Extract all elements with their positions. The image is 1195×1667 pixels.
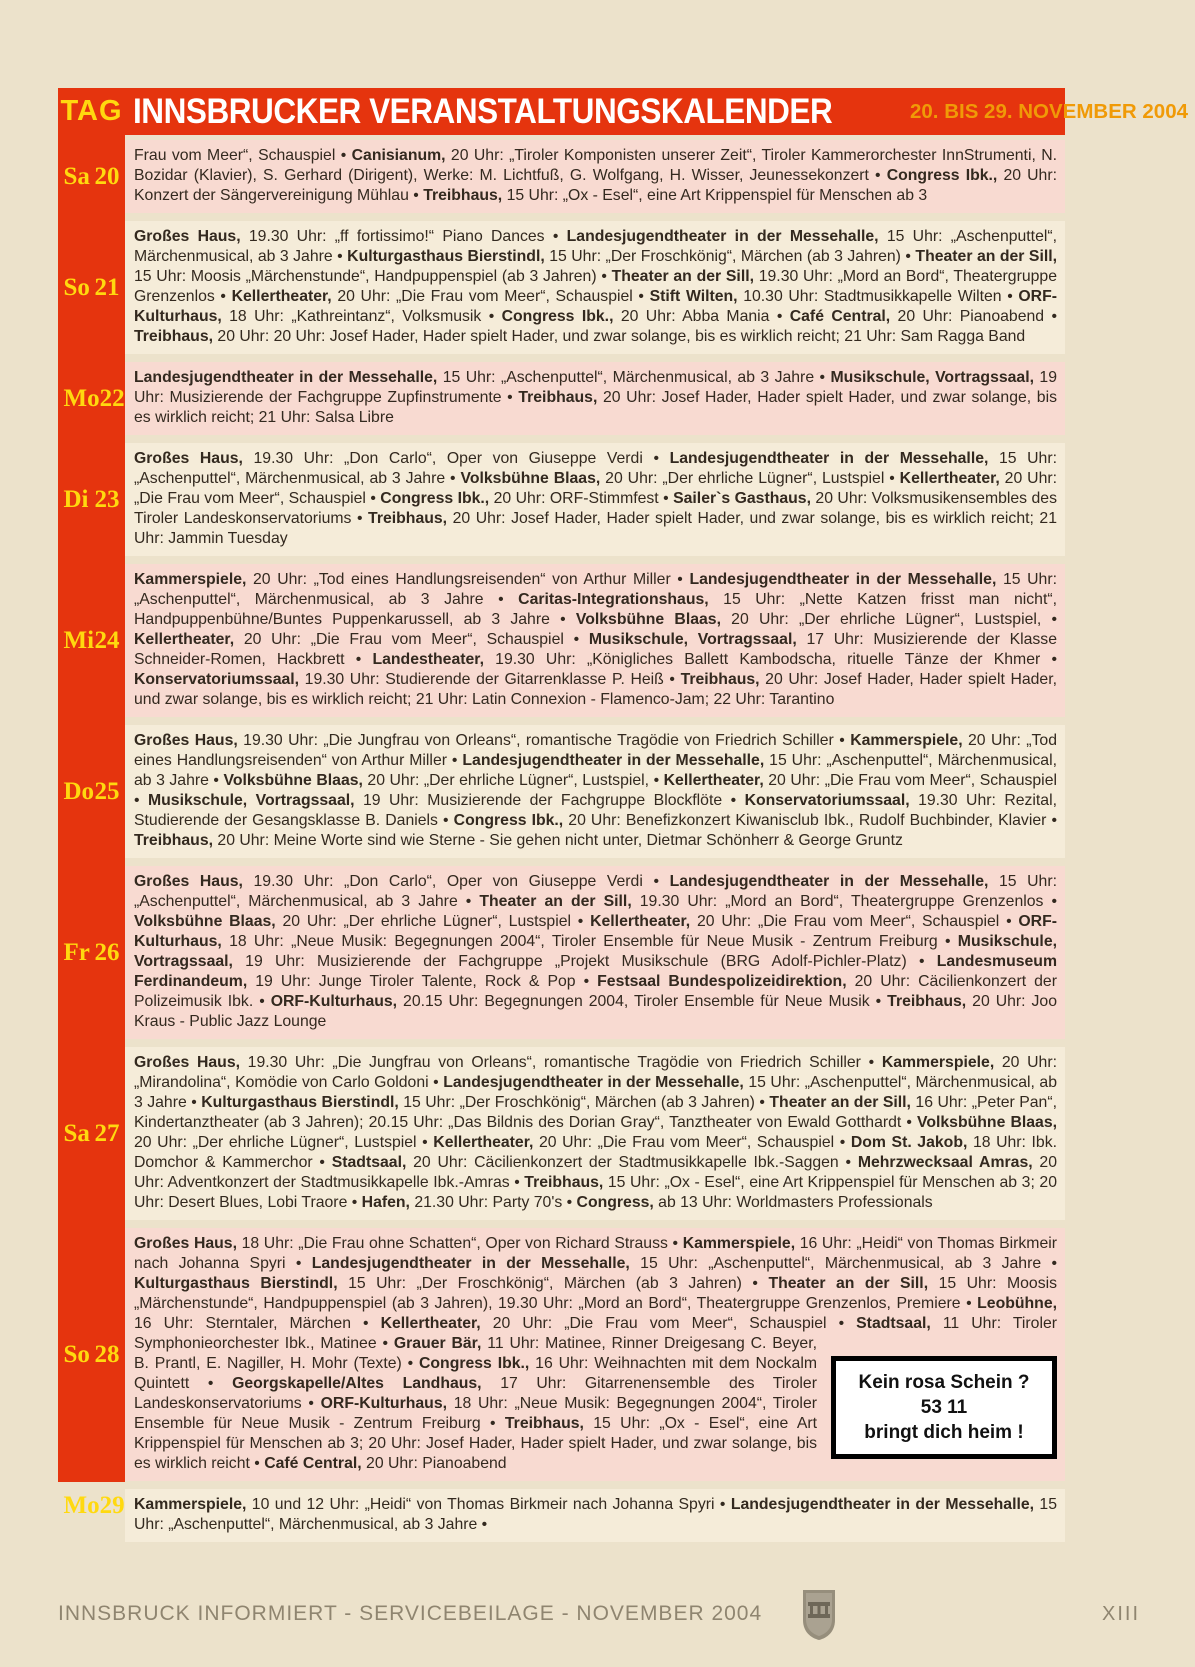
venue-name: Großes Haus, — [134, 1054, 240, 1071]
venue-name: Hafen, — [361, 1194, 410, 1211]
venue-name: Congress Ibk., — [418, 1355, 530, 1372]
venue-name: Volksbühne Blaas, — [575, 611, 721, 628]
venue-name: Treibhaus, — [887, 993, 967, 1010]
venue-name: Musikschule, Vortragssaal, — [830, 369, 1034, 386]
day-row-mo-29 — [58, 1489, 1065, 1542]
event-listing: Großes Haus, 19.30 Uhr: „Die Jungfrau von Orleans“, romantische Tragödie von Friedrich Schiller • Kammerspiele, 20 Uhr: „Mirandolina“, Komödie von Carlo Goldoni • Landesjugendtheater in der Messehalle, 15 Uhr: „Aschenputtel“, Märchenmusical, ab 3 Jahre • Kulturgasthaus Bierstindl, 15 Uhr: „Der Froschkönig“, Märchen (ab 3 Jahren) • Theater an der Sill, 16 Uhr: „Peter Pan“, Kindertanztheater (ab 3 Jahren); 20.15 Uhr: „Das Bildnis des Dorian Gray“, Tanztheater von Ewald Gotthardt • Volksbühne Blaas, 20 Uhr: „Der ehrliche Lügner“, Lustspiel • Kellertheater, 20 Uhr: „Die Frau vom Meer“, Schauspiel • Dom St. Jakob, 18 Uhr: Ibk. Domchor & Kammerchor • Stadtsaal, 20 Uhr: Cäcilienkonzert der Stadtmusikkapelle Ibk.-Saggen • Mehrzwecksaal Amras, 20 Uhr: Adventkonzert der Stadtmusikkapelle Ibk.-Amras • Treibhaus, 15 Uhr: „Ox - Esel“, eine Art Krippenspiel für Menschen ab 3; 20 Uhr: Desert Blues, Lobi Traore • Hafen, 21.30 Uhr: Party 70's • Congress, ab 13 Uhr: Worldmasters Professionals — [125, 1047, 1065, 1220]
venue-name: Volksbühne Blaas, — [917, 1114, 1057, 1131]
venue-name: Kammerspiele, — [134, 571, 247, 588]
venue-name: Landesmuseum Ferdinandeum, — [134, 953, 1057, 990]
venue-name: Großes Haus, — [134, 732, 238, 749]
venue-name: Volksbühne Blaas, — [460, 470, 601, 487]
venue-name: ORF-Kulturhaus, — [134, 913, 1057, 950]
venue-name: Konservatoriumssaal, — [134, 671, 300, 688]
weekday-abbrev: Do — [63, 778, 95, 805]
venue-name: Kammerspiele, — [134, 1496, 247, 1513]
venue-name: Treibhaus, — [423, 187, 503, 204]
venue-name: Landesjugendtheater in der Messehalle, — [443, 1074, 744, 1091]
weekday-abbrev: Mo — [63, 1492, 100, 1519]
venue-name: Stadtsaal, — [331, 1154, 407, 1171]
venue-name: Treibhaus, — [518, 389, 598, 406]
venue-name: Kammerspiele, — [850, 732, 963, 749]
venue-name: Theater an der Sill, — [611, 268, 754, 285]
day-row-sa-27 — [58, 1047, 1065, 1220]
venue-name: Congress, — [576, 1194, 654, 1211]
venue-name: Congress Ibk., — [380, 490, 490, 507]
venue-name: Landestheater, — [372, 651, 484, 668]
day-number: 21 — [94, 274, 120, 301]
venue-name: ORF-Kulturhaus, — [134, 288, 1057, 325]
event-calendar — [58, 140, 1065, 1550]
day-number: 29 — [99, 1492, 125, 1519]
notice-line: bringt dich heim ! — [864, 1422, 1024, 1443]
venue-name: Großes Haus, — [134, 1235, 237, 1252]
day-label — [58, 1047, 125, 1220]
venue-name: Congress Ibk., — [501, 308, 614, 325]
calendar-header — [58, 88, 1189, 135]
day-label — [58, 362, 125, 435]
weekday-abbrev: Mo — [63, 385, 100, 412]
day-row-so-28 — [58, 1228, 1065, 1481]
day-label — [58, 866, 125, 1039]
venue-name: Theater an der Sill, — [768, 1275, 929, 1292]
venue-name: Kulturgasthaus Bierstindl, — [134, 1275, 338, 1292]
venue-name: Treibhaus, — [524, 1174, 604, 1191]
venue-name: Kellertheater, — [433, 1134, 534, 1151]
venue-name: Dom St. Jakob, — [850, 1134, 968, 1151]
venue-name: Theater an der Sill, — [915, 248, 1058, 265]
venue-name: Mehrzwecksaal Amras, — [857, 1154, 1033, 1171]
venue-name: Kulturgasthaus Bierstindl, — [201, 1094, 399, 1111]
venue-name: Kellertheater, — [134, 631, 235, 648]
day-label — [58, 564, 125, 717]
day-row-mi-24 — [58, 564, 1065, 717]
venue-name: Treibhaus, — [680, 671, 760, 688]
date-range-label: 20. BIS 29. NOVEMBER 2004 — [910, 99, 1189, 123]
venue-name: Musikschule, Vortragssaal, — [134, 933, 1057, 970]
event-listing: Großes Haus, 19.30 Uhr: „Don Carlo“, Oper von Giuseppe Verdi • Landesjugendtheater in der Messehalle, 15 Uhr: „Aschenputtel“, Märchenmusical, ab 3 Jahre • Volksbühne Blaas, 20 Uhr: „Der ehrliche Lügner“, Lustspiel • Kellertheater, 20 Uhr: „Die Frau vom Meer“, Schauspiel • Congress Ibk., 20 Uhr: ORF-Stimmfest • Sailer`s Gasthaus, 20 Uhr: Volksmusikensembles des Tiroler Landeskonservatoriums • Treibhaus, 20 Uhr: Josef Hader, Hader spielt Hader, und zwar solange, bis es wirklich reicht; 21 Uhr: Jammin Tuesday — [125, 443, 1065, 556]
venue-name: Canisianum, — [351, 147, 446, 164]
venue-name: Georgskapelle/Altes Landhaus, — [232, 1375, 482, 1392]
day-number: 23 — [94, 486, 120, 513]
day-label — [58, 725, 125, 858]
day-number: 20 — [94, 163, 120, 190]
day-label — [58, 1489, 125, 1542]
venue-name: Caritas-Integrationshaus, — [518, 591, 709, 608]
day-label — [58, 1228, 125, 1481]
day-label — [58, 221, 125, 354]
weekday-abbrev: Mi — [63, 627, 95, 654]
venue-name: Volksbühne Blaas, — [223, 772, 363, 789]
rosa-schein-notice — [831, 1356, 1057, 1459]
venue-name: Kellertheater, — [899, 470, 1000, 487]
venue-name: Kellertheater, — [590, 913, 691, 930]
weekday-abbrev: So — [63, 274, 90, 301]
venue-name: Landesjugendtheater in der Messehalle, — [730, 1496, 1035, 1513]
event-listing: Kammerspiele, 10 und 12 Uhr: „Heidi“ von Thomas Birkmeir nach Johanna Spyri • Landesjugendtheater in der Messehalle, 15 Uhr: „Aschenputtel“, Märchenmusical, ab 3 Jahre • — [125, 1489, 1065, 1542]
venue-name: Musikschule, Vortragssaal, — [588, 631, 797, 648]
venue-name: Großes Haus, — [134, 873, 243, 890]
venue-name: Landesjugendtheater in der Messehalle, — [669, 873, 989, 890]
venue-name: Leobühne, — [977, 1295, 1057, 1312]
notice-line: Kein rosa Schein ? — [858, 1372, 1030, 1393]
day-label — [58, 443, 125, 556]
venue-name: Café Central, — [789, 308, 891, 325]
venue-name: Treibhaus, — [134, 328, 214, 345]
venue-name: Treibhaus, — [134, 832, 214, 849]
venue-name: ORF-Kulturhaus, — [270, 993, 398, 1010]
footer-caption: INNSBRUCK INFORMIERT - SERVICEBEILAGE - NOVEMBER 2004 — [58, 1602, 763, 1625]
day-row-do-25 — [58, 725, 1065, 858]
venue-name: Treibhaus, — [368, 510, 448, 527]
day-row-di-23 — [58, 443, 1065, 556]
event-listing: Kammerspiele, 20 Uhr: „Tod eines Handlungsreisenden“ von Arthur Miller • Landesjugendtheater in der Messehalle, 15 Uhr: „Aschenputtel“, Märchenmusical, ab 3 Jahre • Caritas-Integrationshaus, 15 Uhr: „Nette Katzen frisst man nicht“, Handpuppenbühne/Buntes Puppenkarussell, ab 3 Jahre • Volksbühne Blaas, 20 Uhr: „Der ehrliche Lügner“, Lustspiel, • Kellertheater, 20 Uhr: „Die Frau vom Meer“, Schauspiel • Musikschule, Vortragssaal, 17 Uhr: Musizierende der Klasse Schneider-Romen, Hackbrett • Landestheater, 19.30 Uhr: „Königliches Ballett Kambodscha, rituelle Tänze der Khmer • Konservatoriumssaal, 19.30 Uhr: Studierende der Gitarrenklasse P. Heiß • Treibhaus, 20 Uhr: Josef Hader, Hader spielt Hader, und zwar solange, bis es wirklich reicht; 21 Uhr: Latin Connexion - Flamenco-Jam; 22 Uhr: Tarantino — [125, 564, 1065, 717]
venue-name: Kammerspiele, — [881, 1054, 995, 1071]
day-number: 24 — [94, 627, 120, 654]
event-listing: Großes Haus, 19.30 Uhr: „Don Carlo“, Oper von Giuseppe Verdi • Landesjugendtheater in der Messehalle, 15 Uhr: „Aschenputtel“, Märchenmusical, ab 3 Jahre • Theater an der Sill, 19.30 Uhr: „Mord an Bord“, Theatergruppe Grenzenlos • Volksbühne Blaas, 20 Uhr: „Der ehrliche Lügner“, Lustspiel • Kellertheater, 20 Uhr: „Die Frau vom Meer“, Schauspiel • ORF-Kulturhaus, 18 Uhr: „Neue Musik: Begegnungen 2004“, Tiroler Ensemble für Neue Musik - Zentrum Freiburg • Musikschule, Vortragssaal, 19 Uhr: Musizierende der Fachgruppe „Projekt Musikschule (BRG Adolf-Pichler-Platz) • Landesmuseum Ferdinandeum, 19 Uhr: Junge Tiroler Talente, Rock & Pop • Festsaal Bundespolizeidirektion, 20 Uhr: Cäcilienkonzert der Polizeimusik Ibk. • ORF-Kulturhaus, 20.15 Uhr: Begegnungen 2004, Tiroler Ensemble für Neue Musik • Treibhaus, 20 Uhr: Joo Kraus - Public Jazz Lounge — [125, 866, 1065, 1039]
venue-name: Theater an der Sill, — [479, 893, 632, 910]
venue-name: Theater an der Sill, — [769, 1094, 911, 1111]
venue-name: Kammerspiele, — [682, 1235, 796, 1252]
venue-name: Festsaal Bundespolizeidirektion, — [597, 973, 847, 990]
venue-name: Kulturgasthaus Bierstindl, — [347, 248, 545, 265]
weekday-abbrev: Sa — [63, 1120, 90, 1147]
venue-name: Treibhaus, — [504, 1415, 584, 1432]
venue-name: Congress Ibk., — [886, 167, 998, 184]
venue-name: Landesjugendtheater in der Messehalle, — [689, 571, 997, 588]
day-row-sa-20 — [58, 140, 1065, 213]
venue-name: Landesjugendtheater in der Messehalle, — [462, 752, 765, 769]
event-listing: Landesjugendtheater in der Messehalle, 15 Uhr: „Aschenputtel“, Märchenmusical, ab 3 Jahre • Musikschule, Vortragssaal, 19 Uhr: Musizierende der Fachgruppe Zupfinstrumente • Treibhaus, 20 Uhr: Josef Hader, Hader spielt Hader, und zwar solange, bis es wirklich reicht; 21 Uhr: Salsa Libre — [125, 362, 1065, 435]
event-listing: Großes Haus, 19.30 Uhr: „Die Jungfrau von Orleans“, romantische Tragödie von Friedrich Schiller • Kammerspiele, 20 Uhr: „Tod eines Handlungsreisenden“ von Arthur Miller • Landesjugendtheater in der Messehalle, 15 Uhr: „Aschenputtel“, Märchenmusical, ab 3 Jahre • Volksbühne Blaas, 20 Uhr: „Der ehrliche Lügner“, Lustspiel, • Kellertheater, 20 Uhr: „Die Frau vom Meer“, Schauspiel • Musikschule, Vortragssaal, 19 Uhr: Musizierende der Fachgruppe Blockflöte • Konservatoriumssaal, 19.30 Uhr: Rezital, Studierende der Gesangsklasse B. Daniels • Congress Ibk., 20 Uhr: Benefizkonzert Kiwanisclub Ibk., Rudolf Buchbinder, Klavier • Treibhaus, 20 Uhr: Meine Worte sind wie Sterne - Sie gehen nicht unter, Dietmar Schönherr & George Gruntz — [125, 725, 1065, 858]
event-listing: Frau vom Meer“, Schauspiel • Canisianum, 20 Uhr: „Tiroler Komponisten unserer Zeit“, Tiroler Kammerorchester InnStrumenti, N. Bozidar (Klavier), S. Gerhard (Dirigent), Werke: M. Lichtfuß, G. Wolfgang, H. Wisser, Jeunessekonzert • Congress Ibk., 20 Uhr: Konzert der Sängervereinigung Mühlau • Treibhaus, 15 Uhr: „Ox - Esel“, eine Art Krippenspiel für Menschen ab 3 — [125, 140, 1065, 213]
venue-name: Landesjugendtheater in der Messehalle, — [669, 450, 989, 467]
day-number: 25 — [94, 778, 120, 805]
venue-name: Konservatoriumssaal, — [744, 792, 910, 809]
venue-name: Stadtsaal, — [856, 1315, 931, 1332]
page-number: XIII — [1101, 1603, 1140, 1625]
day-row-so-21 — [58, 221, 1065, 354]
weekday-abbrev: So — [63, 1341, 90, 1368]
venue-name: Sailer`s Gasthaus, — [673, 490, 811, 507]
venue-name: Kellertheater, — [663, 772, 764, 789]
event-listing: Großes Haus, 19.30 Uhr: „ff fortissimo!“ Piano Dances • Landesjugendtheater in der Messehalle, 15 Uhr: „Aschenputtel“, Märchenmusical, ab 3 Jahre • Kulturgasthaus Bierstindl, 15 Uhr: „Der Froschkönig“, Märchen (ab 3 Jahren) • Theater an der Sill, 15 Uhr: Moosis „Märchenstunde“, Handpuppenspiel (ab 3 Jahren) • Theater an der Sill, 19.30 Uhr: „Mord an Bord“, Theatergruppe Grenzenlos • Kellertheater, 20 Uhr: „Die Frau vom Meer“, Schauspiel • Stift Wilten, 10.30 Uhr: Stadtmusikkapelle Wilten • ORF-Kulturhaus, 18 Uhr: „Kathreintanz“, Volksmusik • Congress Ibk., 20 Uhr: Abba Mania • Café Central, 20 Uhr: Pianoabend • Treibhaus, 20 Uhr: 20 Uhr: Josef Hader, Hader spielt Hader, und zwar solange, bis es wirklich reicht; 21 Uhr: Sam Ragga Band — [125, 221, 1065, 354]
venue-name: Volksbühne Blaas, — [134, 913, 276, 930]
weekday-abbrev: Di — [63, 486, 89, 513]
venue-name: Großes Haus, — [134, 228, 241, 245]
tag-label: TAG — [60, 95, 123, 127]
day-number: 28 — [94, 1341, 120, 1368]
venue-name: Café Central, — [264, 1455, 362, 1472]
day-number: 26 — [94, 939, 120, 966]
venue-name: Kellertheater, — [231, 288, 332, 305]
notice-line: 53 11 — [920, 1397, 968, 1418]
venue-name: Stift Wilten, — [649, 288, 738, 305]
venue-name: Grauer Bär, — [393, 1335, 482, 1352]
day-number: 27 — [94, 1120, 120, 1147]
weekday-abbrev: Fr — [63, 939, 90, 966]
weekday-abbrev: Sa — [63, 163, 90, 190]
day-label — [58, 140, 125, 213]
venue-name: Congress Ibk., — [453, 812, 564, 829]
day-number: 22 — [99, 385, 125, 412]
venue-name: Landesjugendtheater in der Messehalle, — [134, 369, 438, 386]
page-title: INNSBRUCKER VERANSTALTUNGSKALENDER — [133, 91, 833, 131]
venue-name: Landesjugendtheater in der Messehalle, — [566, 228, 879, 245]
venue-name: Musikschule, Vortragssaal, — [147, 792, 355, 809]
venue-name: Großes Haus, — [134, 450, 243, 467]
event-listing: Kein rosa Schein ? 53 11 bringt dich heim ! Großes Haus, 18 Uhr: „Die Frau ohne Schatten“, Oper von Richard Strauss • Kammerspiele, 16 Uhr: „Heidi“ von Thomas Birkmeir nach Johanna Spyri • Landesjugendtheater in der Messehalle, 15 Uhr: „Aschenputtel“, Märchenmusical, ab 3 Jahre • Kulturgasthaus Bierstindl, 15 Uhr: „Der Froschkönig“, Märchen (ab 3 Jahren) • Theater an der Sill, 15 Uhr: Moosis „Märchenstunde“, Handpuppenspiel (ab 3 Jahren), 19.30 Uhr: „Mord an Bord“, Theatergruppe Grenzenlos, Premiere • Leobühne, 16 Uhr: Sterntaler, Märchen • Kellertheater, 20 Uhr: „Die Frau vom Meer“, Schauspiel • Stadtsaal, 11 Uhr: Tiroler Symphonieorchester Ibk., Matinee • Grauer Bär, 11 Uhr: Matinee, Rinner Dreigesang C. Beyer, B. Prantl, E. Nagiller, H. Mohr (Texte) • Congress Ibk., 16 Uhr: Weihnachten mit dem Nockalm Quintett • Georgskapelle/Altes Landhaus, 17 Uhr: Gitarrenensemble des Tiroler Landeskonservatoriums • ORF-Kulturhaus, 18 Uhr: „Neue Musik: Begegnungen 2004“, Tiroler Ensemble für Neue Musik - Zentrum Freiburg • Treibhaus, 15 Uhr: „Ox - Esel“, eine Art Krippenspiel für Menschen ab 3; 20 Uhr: Josef Hader, Hader spielt Hader, und zwar solange, bis es wirklich reicht • Café Central, 20 Uhr: Pianoabend — [125, 1228, 1065, 1481]
page-footer — [58, 1602, 1140, 1626]
venue-name: Landesjugendtheater in der Messehalle, — [311, 1255, 630, 1272]
day-row-fr-26 — [58, 866, 1065, 1039]
venue-name: ORF-Kulturhaus, — [320, 1395, 447, 1412]
day-row-mo-22 — [58, 362, 1065, 435]
venue-name: Kellertheater, — [380, 1315, 481, 1332]
